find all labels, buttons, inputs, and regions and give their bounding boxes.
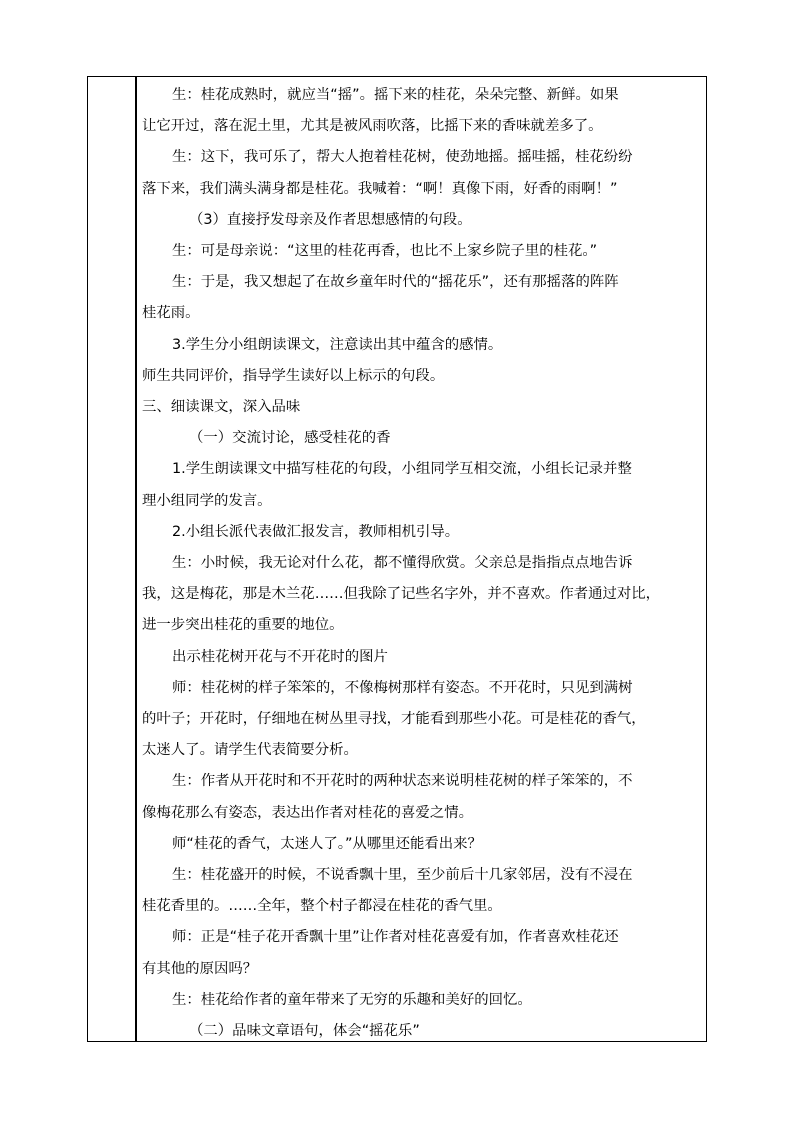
text-line: （3）直接抒发母亲及作者思想感情的句段。 xyxy=(189,211,472,228)
text-line: 生：作者从开花时和不开花时的两种状态来说明桂花树的样子笨笨的，不 xyxy=(172,773,633,790)
text-line: 理小组同学的发言。 xyxy=(142,492,272,509)
text-line: 我，这是梅花，那是木兰花……但我除了记些名字外，并不喜欢。作者通过对比， xyxy=(142,586,661,603)
text-line: 3.学生分小组朗读课文，注意读出其中蕴含的感情。 xyxy=(172,336,503,353)
text-line: 2.小组长派代表做汇报发言，教师相机引导。 xyxy=(172,523,460,540)
text-line: 师：正是“桂子花开香飘十里”让作者对桂花喜爱有加，作者喜欢桂花还 xyxy=(172,929,619,946)
text-line: 落下来，我们满头满身都是桂花。我喊着：“啊！真像下雨，好香的雨啊！” xyxy=(142,180,618,197)
table-column-divider xyxy=(136,77,137,1041)
text-line: 生：可是母亲说：“这里的桂花再香，也比不上家乡院子里的桂花。” xyxy=(172,243,598,260)
text-line: 让它开过，落在泥土里，尤其是被风雨吹落，比摇下来的香味就差多了。 xyxy=(142,118,603,135)
text-line: 1.学生朗读课文中描写桂花的句段，小组同学互相交流，小组长记录并整 xyxy=(172,461,632,478)
subsection-heading: （一）交流讨论，感受桂花的香 xyxy=(189,430,391,447)
text-line: 师：桂花树的样子笨笨的，不像梅树那样有姿态。不开花时，只见到满树 xyxy=(172,679,633,696)
text-line: 生：桂花盛开的时候，不说香飘十里，至少前后十几家邻居，没有不浸在 xyxy=(172,867,633,884)
text-line: 太迷人了。请学生代表简要分析。 xyxy=(142,742,358,759)
text-line: 生：小时候，我无论对什么花，都不懂得欣赏。父亲总是指指点点地告诉 xyxy=(172,555,633,572)
text-line: 像梅花那么有姿态，表达出作者对桂花的喜爱之情。 xyxy=(142,804,473,821)
subsection-heading: （二）品味文章语句，体会“摇花乐” xyxy=(189,1023,420,1040)
text-line: 生：桂花给作者的童年带来了无穷的乐趣和美好的回忆。 xyxy=(172,991,532,1008)
text-line: 生：于是，我又想起了在故乡童年时代的“摇花乐”，还有那摇落的阵阵 xyxy=(172,274,619,291)
text-line: 进一步突出桂花的重要的地位。 xyxy=(142,617,344,634)
text-line: 的叶子；开花时，仔细地在树丛里寻找，才能看到那些小花。可是桂花的香气， xyxy=(142,711,646,728)
lesson-table xyxy=(87,76,707,1042)
section-heading: 三、细读课文，深入品味 xyxy=(142,399,301,416)
text-line: 桂花雨。 xyxy=(142,305,200,322)
text-line: 师“桂花的香气，太迷人了。”从哪里还能看出来？ xyxy=(172,835,482,852)
text-line: 生：这下，我可乐了，帮大人抱着桂花树，使劲地摇。摇哇摇，桂花纷纷 xyxy=(172,149,633,166)
text-line: 桂花香里的。……全年，整个村子都浸在桂花的香气里。 xyxy=(142,898,502,915)
text-line: 有其他的原因吗？ xyxy=(142,960,258,977)
text-line: 生：桂花成熟时，就应当“摇”。摇下来的桂花，朵朵完整、新鲜。如果 xyxy=(172,87,619,103)
lesson-content xyxy=(142,80,698,1047)
table-column-label xyxy=(88,77,136,1041)
text-line: 出示桂花树开花与不开花时的图片 xyxy=(172,648,388,665)
text-line: 师生共同评价，指导学生读好以上标示的句段。 xyxy=(142,367,445,384)
